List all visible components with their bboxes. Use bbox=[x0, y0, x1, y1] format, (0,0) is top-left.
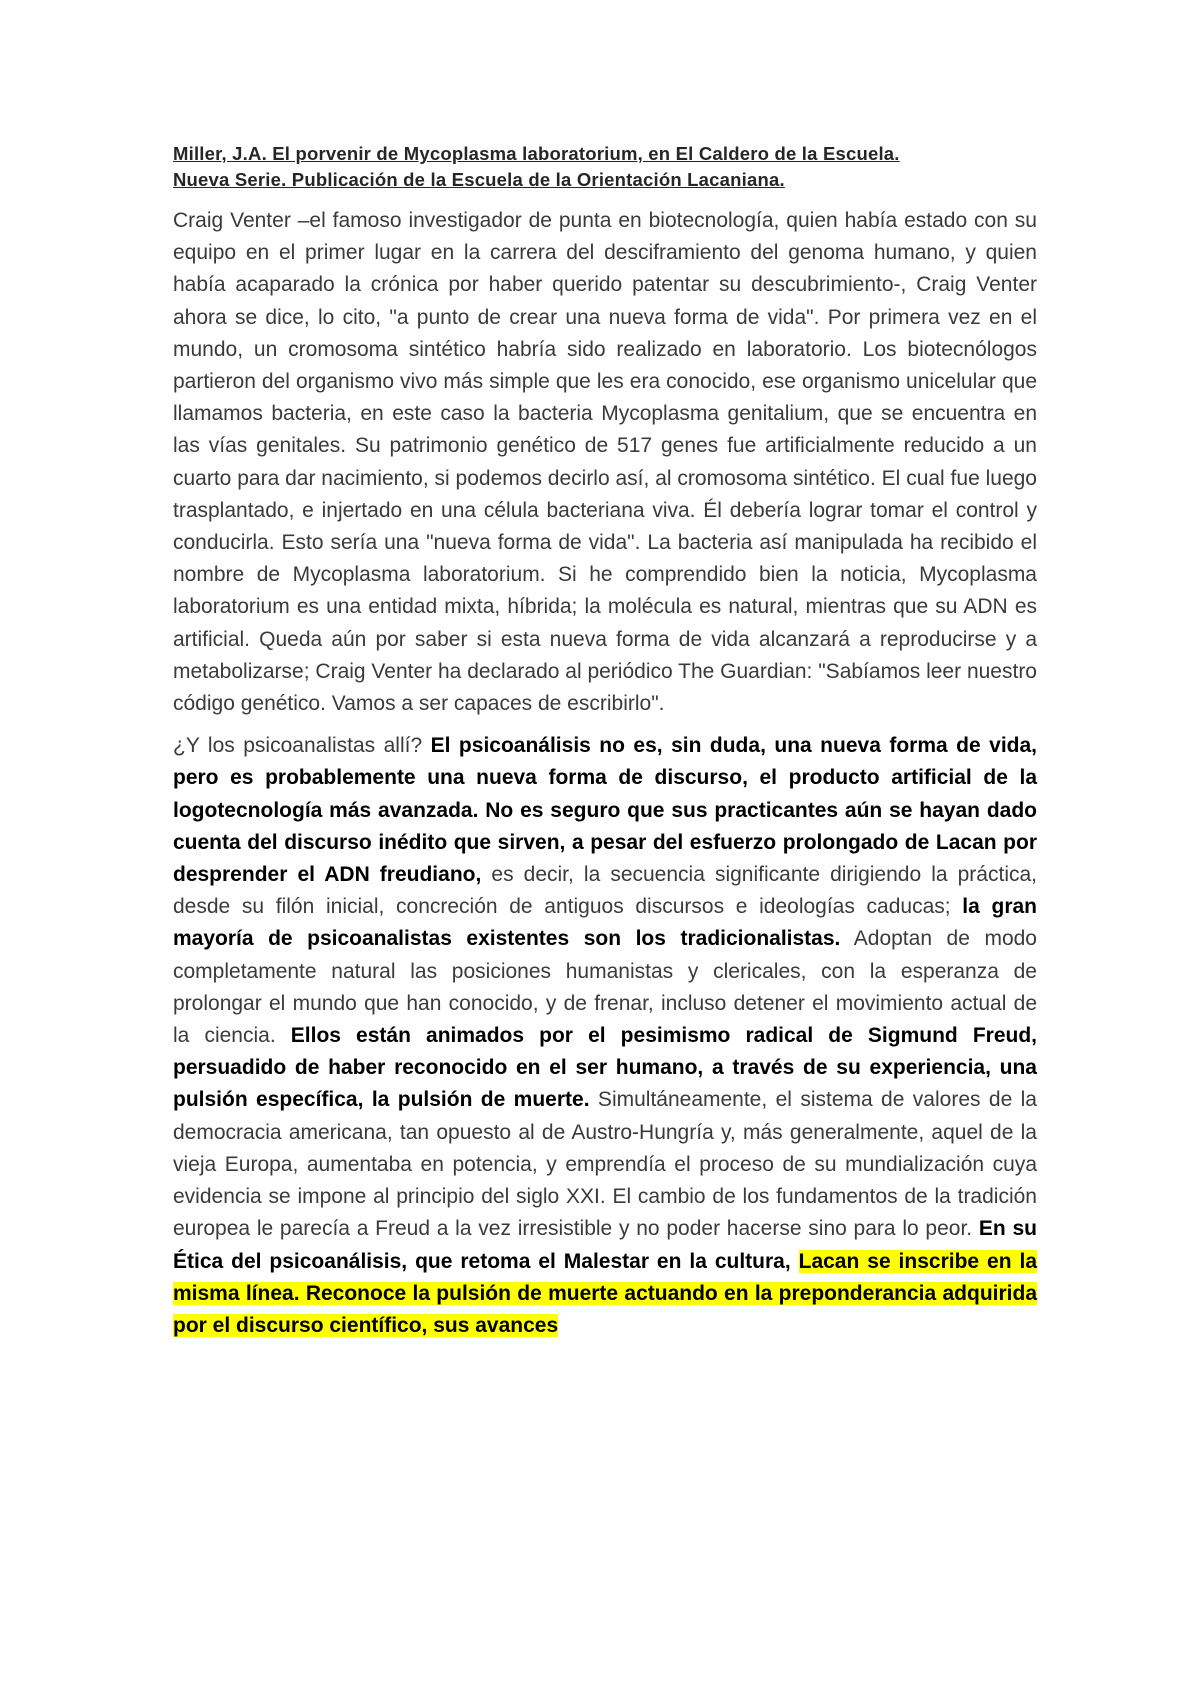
p2-text-4: Simultáneamente, el sistema de valores de la democracia americana, tan opuesto al de Austro-Hungría y, más generalmente, aquel de la vieja Europa, aumentaba en potencia, y emprendía el proceso de su mundialización cuya evidencia se impone al principio del siglo XXI. El cambio de los fundamentos de la tradición europea le parecía a Freud a la vez irresistible y no poder hacerse sino para lo peor. bbox=[173, 1088, 1037, 1241]
p2-text-1: ¿Y los psicoanalistas allí? bbox=[173, 734, 431, 758]
p2-highlighted-text: Lacan se inscribe en la misma línea. Reconoce la pulsión de muerte actuando en la preponderancia adquirida por el discurso científico, sus avances bbox=[173, 1249, 1037, 1337]
p2-bold-3: Ellos están animados por el pesimismo radical de Sigmund Freud, persuadido de haber reconocido en el ser humano, a través de su experiencia, una pulsión específica, la pulsión de muerte. bbox=[173, 1024, 1038, 1112]
reference-line-1: Miller, J.A. El porvenir de Mycoplasma laboratorium, en El Caldero de la Escuela. bbox=[173, 143, 900, 164]
p2-bold-4: En su Ética del psicoanálisis, que retoma el Malestar en la cultura, bbox=[173, 1217, 1037, 1273]
p2-bold-2: la gran mayoría de psicoanalistas existentes son los tradicionalistas. bbox=[173, 895, 1038, 951]
p2-text-3: Adoptan de modo completamente natural las posiciones humanistas y clericales, con la esperanza de prolongar el mundo que han conocido, y de frenar, incluso detener el movimiento actual de la ciencia. bbox=[173, 927, 1037, 1048]
reference-line-2: Nueva Serie. Publicación de la Escuela de la Orientación Lacaniana. bbox=[173, 169, 785, 190]
bibliographic-reference bbox=[173, 141, 1037, 193]
paragraph-2 bbox=[173, 730, 1037, 1342]
paragraph-1: Craig Venter –el famoso investigador de punta en biotecnología, quien había estado con su equipo en el primer lugar en la carrera del desciframiento del genoma humano, y quien había acaparado la crónica por haber querido patentar su descubrimiento-, Craig Venter ahora se dice, lo cito, "a punto de crear una nueva forma de vida". Por primera vez en el mundo, un cromosoma sintético habría sido realizado en laboratorio. Los biotecnólogos partieron del organismo vivo más simple que les era conocido, ese organismo unicelular que llamamos bacteria, en este caso la bacteria Mycoplasma genitalium, que se encuentra en las vías genitales. Su patrimonio genético de 517 genes fue artificialmente reducido a un cuarto para dar nacimiento, si podemos decirlo así, al cromosoma sintético. El cual fue luego trasplantado, e injertado en una célula bacteriana viva. Él debería lograr tomar el control y conducirla. Esto sería una "nueva forma de vida". La bacteria así manipulada ha recibido el nombre de Mycoplasma laboratorium. Si he comprendido bien la noticia, Mycoplasma laboratorium es una entidad mixta, híbrida; la molécula es natural, mientras que su ADN es artificial. Queda aún por saber si esta nueva forma de vida alcanzará a reproducirse y a metabolizarse; Craig Venter ha declarado al periódico The Guardian: "Sabíamos leer nuestro código genético. Vamos a ser capaces de escribirlo". bbox=[173, 209, 1037, 716]
document-content bbox=[173, 141, 1037, 1352]
p2-text-2: es decir, la secuencia significante dirigiendo la práctica, desde su filón inicial, concreción de antiguos discursos e ideologías caducas; bbox=[173, 863, 1037, 919]
p2-bold-1: El psicoanálisis no es, sin duda, una nueva forma de vida, pero es probablemente una nueva forma de discurso, el producto artificial de la logotecnología más avanzada. No es seguro que sus practicantes aún se hayan dado cuenta del discurso inédito que sirven, a pesar del esfuerzo prolongado de Lacan por desprender el ADN freudiano, bbox=[173, 734, 1037, 887]
